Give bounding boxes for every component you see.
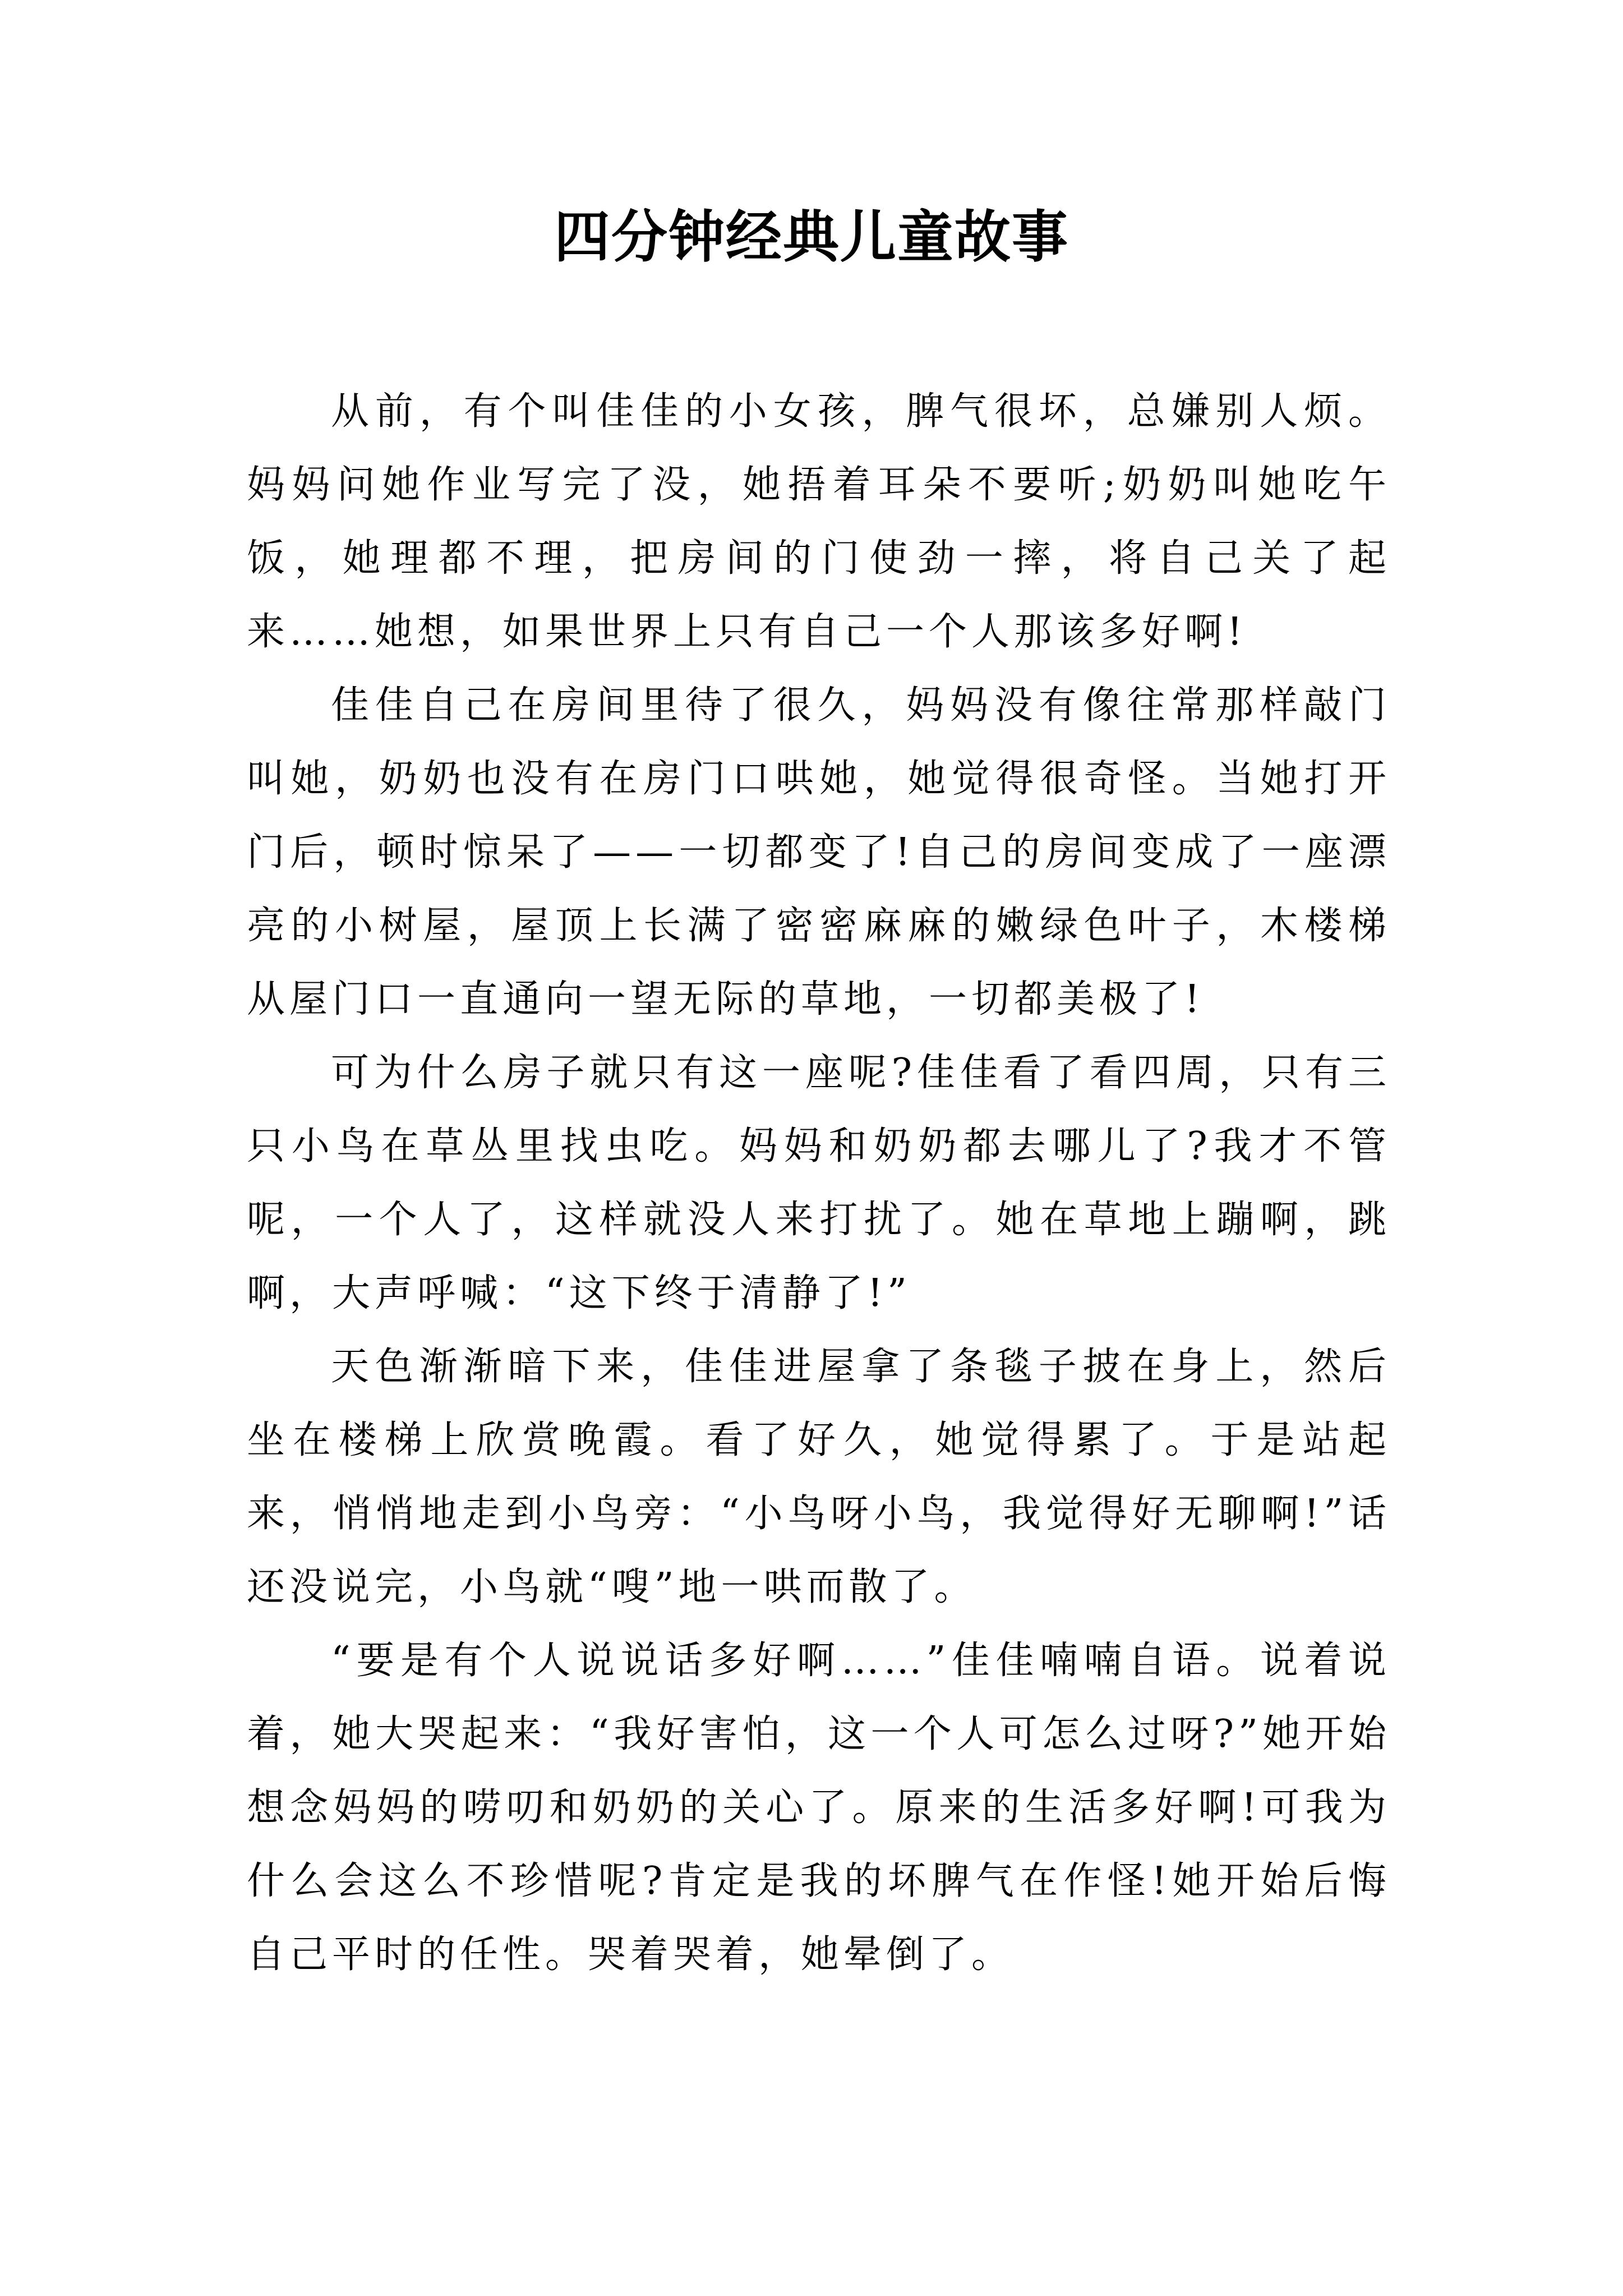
page-title: 四分钟经典儿童故事 <box>554 204 1069 270</box>
story-body <box>247 375 1391 1991</box>
story-paragraph-4: 天色渐渐暗下来，佳佳进屋拿了条毯子披在身上，然后坐在楼梯上欣赏晚霞。看了好久，她觉得累了。于是站起来，悄悄地走到小鸟旁：“小鸟呀小鸟，我觉得好无聊啊!”话还没说完，小鸟就“嗖”地一哄而散了。 <box>247 1345 1391 1609</box>
story-paragraph-1: 从前，有个叫佳佳的小女孩，脾气很坏，总嫌别人烦。妈妈问她作业写完了没，她捂着耳朵不要听;奶奶叫她吃午饭，她理都不理，把房间的门使劲一摔，将自己关了起来……她想，如果世界上只有自己一个人那该多好啊! <box>247 389 1391 654</box>
story-paragraph-5: “要是有个人说说话多好啊……”佳佳喃喃自语。说着说着，她大哭起来：“我好害怕，这一个人可怎么过呀?”她开始想念妈妈的唠叨和奶奶的关心了。原来的生活多好啊!可我为什么会这么不珍惜呢?肯定是我的坏脾气在作怪!她开始后悔自己平时的任性。哭着哭着，她晕倒了。 <box>247 1639 1391 1977</box>
story-paragraph-3: 可为什么房子就只有这一座呢?佳佳看了看四周，只有三只小鸟在草丛里找虫吃。妈妈和奶奶都去哪儿了?我才不管呢，一个人了，这样就没人来打扰了。她在草地上蹦啊，跳啊，大声呼喊：“这下终于清静了!” <box>247 1051 1391 1315</box>
story-paragraph-2: 佳佳自己在房间里待了很久，妈妈没有像往常那样敲门叫她，奶奶也没有在房门口哄她，她觉得很奇怪。当她打开门后，顿时惊呆了——一切都变了!自己的房间变成了一座漂亮的小树屋，屋顶上长满了密密麻麻的嫩绿色叶子，木楼梯从屋门口一直通向一望无际的草地，一切都美极了! <box>247 683 1391 1022</box>
